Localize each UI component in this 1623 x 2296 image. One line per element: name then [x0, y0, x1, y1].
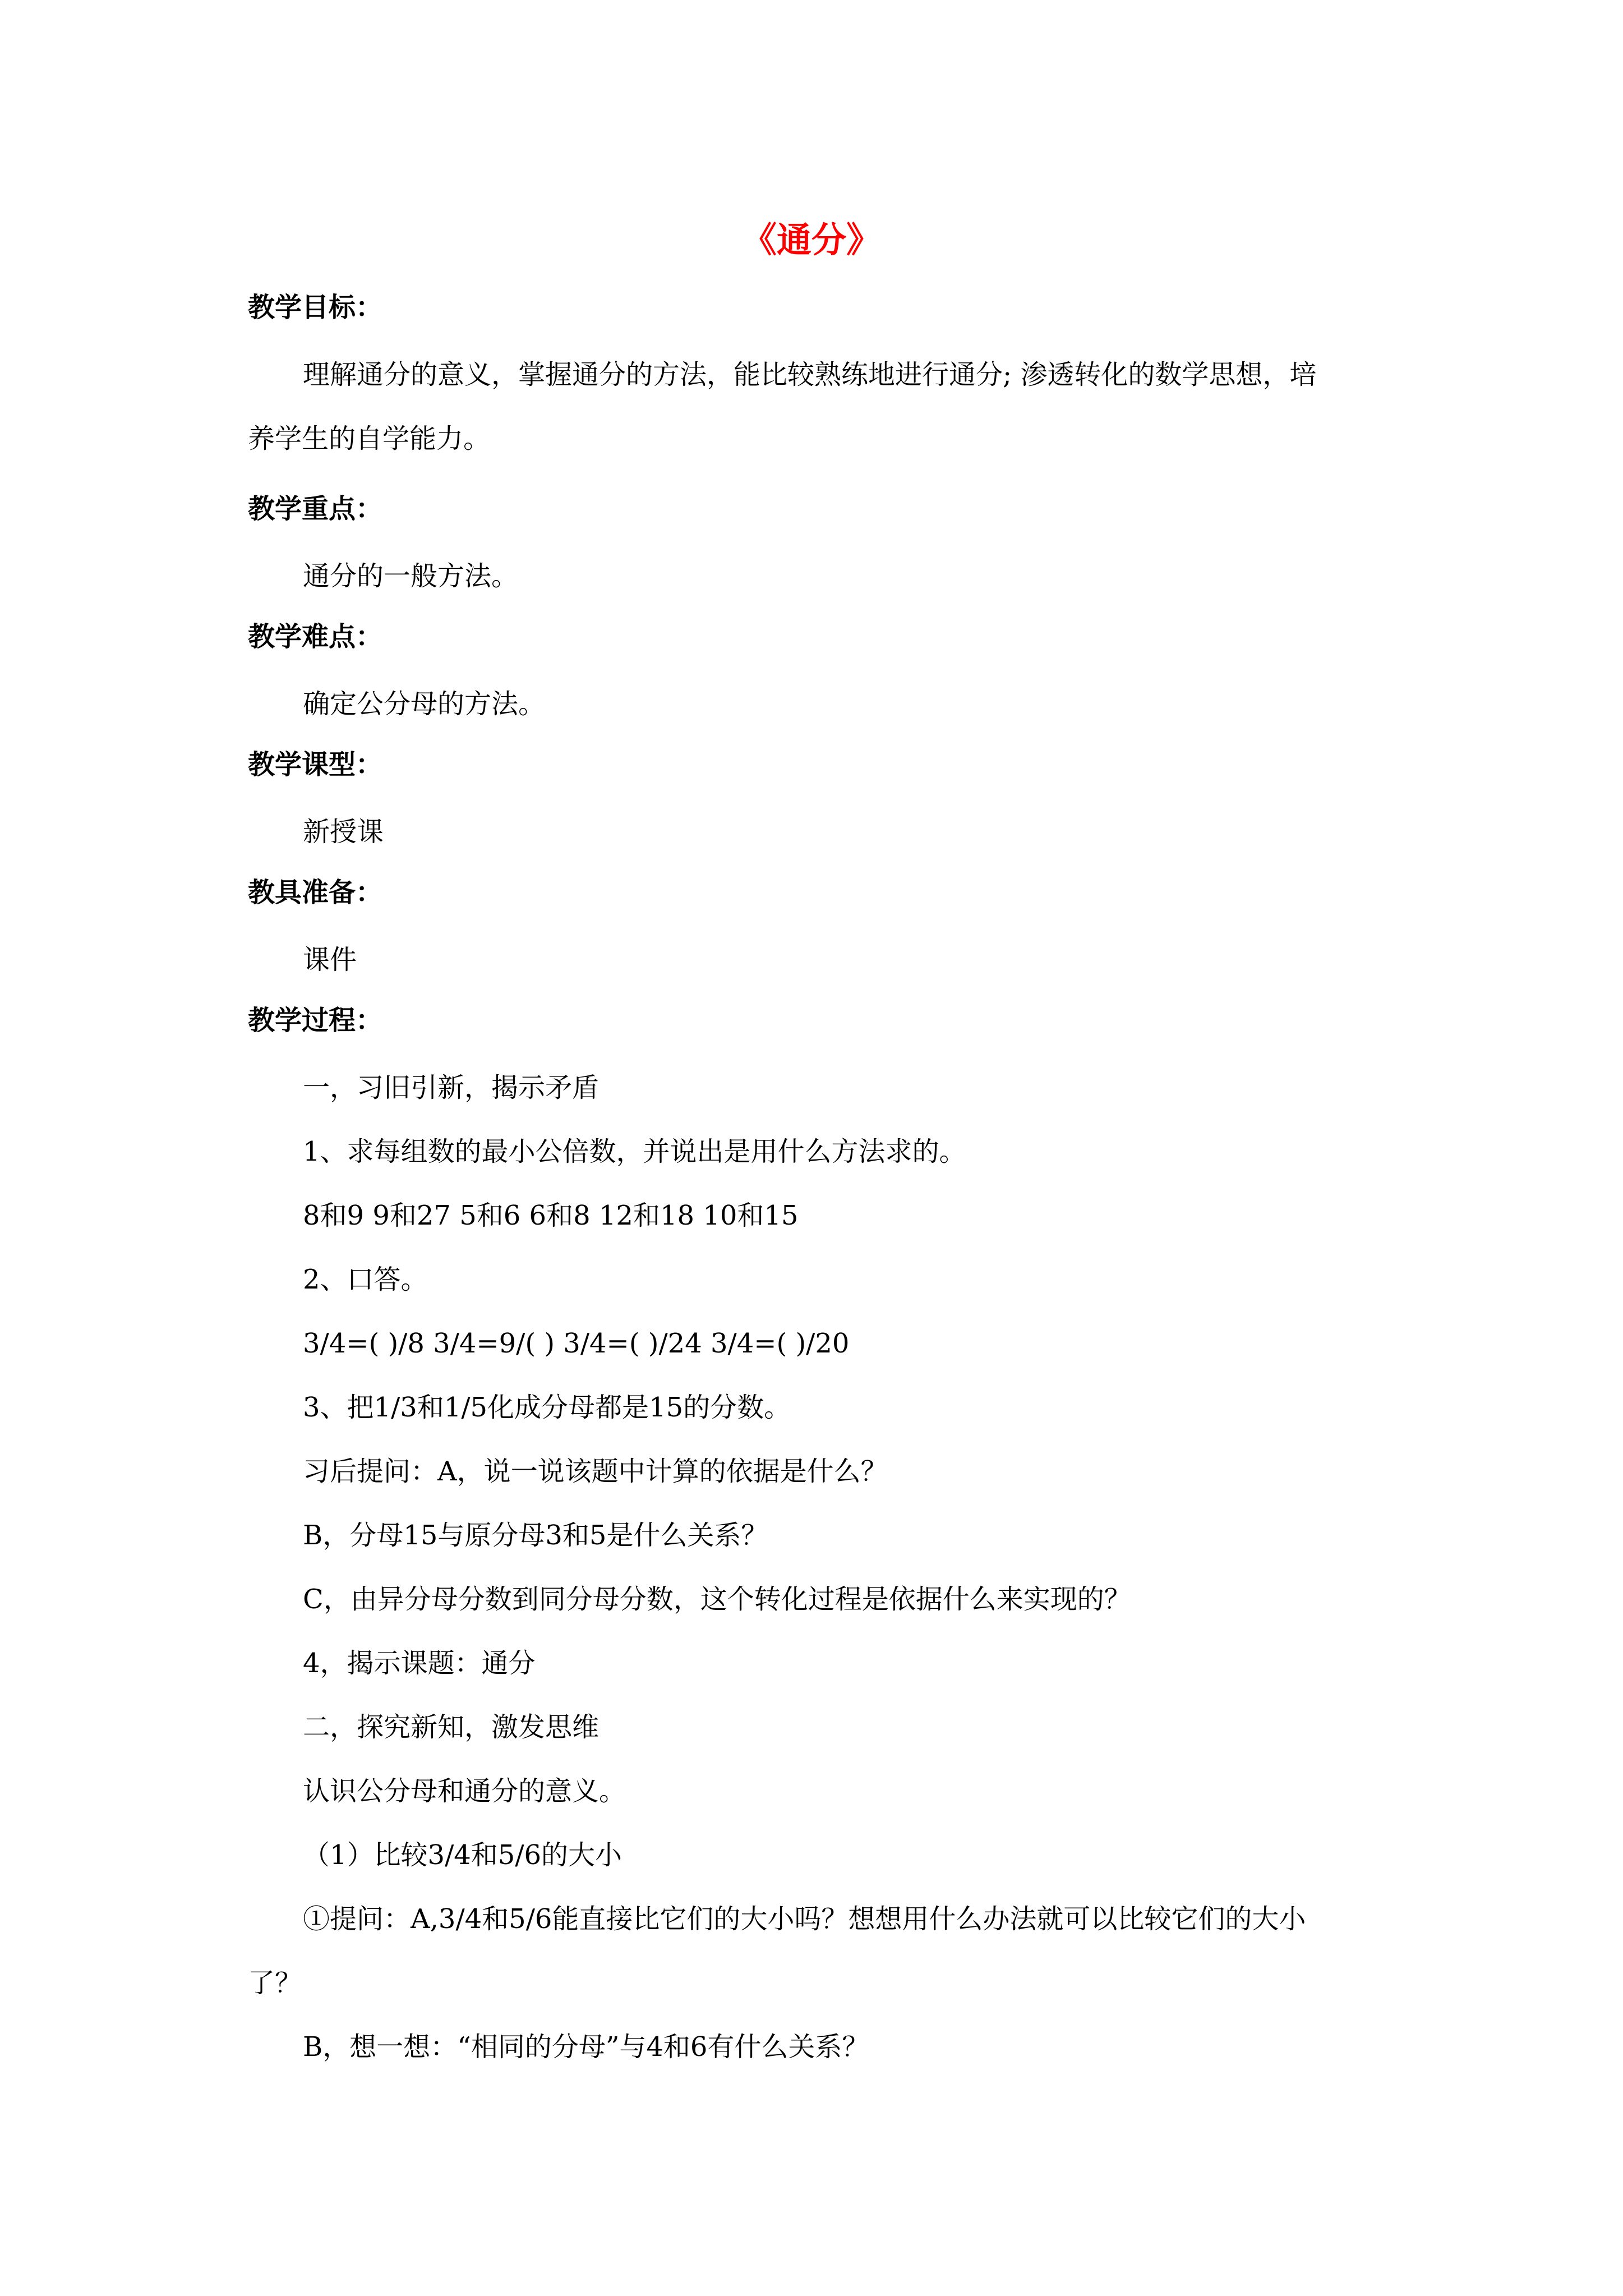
process-line: 4，揭示课题：通分 — [303, 1648, 536, 1679]
tools-text: 课件 — [303, 944, 357, 976]
process-line: C，由异分母分数到同分母分数，这个转化过程是依据什么来实现的？ — [303, 1584, 1131, 1615]
process-line: 一，习旧引新，揭示矛盾 — [303, 1072, 600, 1103]
process-line: 3/4=( )/8 3/4=9/( ) 3/4=( )/24 3/4=( )/20 — [303, 1328, 850, 1359]
document-title: 《通分》 — [741, 219, 881, 260]
process-line: ①提问：A,3/4和5/6能直接比它们的大小吗？想想用什么办法就可以比较它们的大小 — [303, 1903, 1306, 1935]
difficulty-heading: 教学难点： — [248, 621, 383, 652]
lesson-type-text: 新授课 — [303, 816, 384, 848]
key-point-text: 通分的一般方法。 — [303, 560, 519, 592]
process-line: 8和9 9和27 5和6 6和8 12和18 10和15 — [303, 1200, 799, 1231]
process-line: 认识公分母和通分的意义。 — [303, 1775, 626, 1807]
process-heading: 教学过程： — [248, 1005, 383, 1036]
process-line: 二，探究新知，激发思维 — [303, 1711, 600, 1743]
process-line: B，想一想：“相同的分母”与4和6有什么关系？ — [303, 2031, 869, 2063]
key-point-heading: 教学重点： — [248, 493, 383, 524]
lesson-type-heading: 教学课型： — [248, 749, 383, 780]
tools-heading: 教具准备： — [248, 877, 383, 908]
process-line: 3、把1/3和1/5化成分母都是15的分数。 — [303, 1392, 791, 1423]
process-line: （1）比较3/4和5/6的大小 — [303, 1839, 623, 1871]
objective-text-line-2: 养学生的自学能力。 — [248, 423, 491, 454]
process-line: 2、口答。 — [303, 1264, 428, 1295]
process-line: B，分母15与原分母3和5是什么关系？ — [303, 1520, 768, 1551]
process-line: 了？ — [248, 1967, 302, 1999]
objective-heading: 教学目标： — [248, 292, 383, 323]
process-line: 1、求每组数的最小公倍数，并说出是用什么方法求的。 — [303, 1136, 966, 1167]
process-line: 习后提问：A，说一说该题中计算的依据是什么？ — [303, 1456, 888, 1487]
objective-text-line-1: 理解通分的意义，掌握通分的方法，能比较熟练地进行通分; 渗透转化的数学思想，培 — [303, 359, 1317, 390]
difficulty-text: 确定公分母的方法。 — [303, 688, 546, 720]
